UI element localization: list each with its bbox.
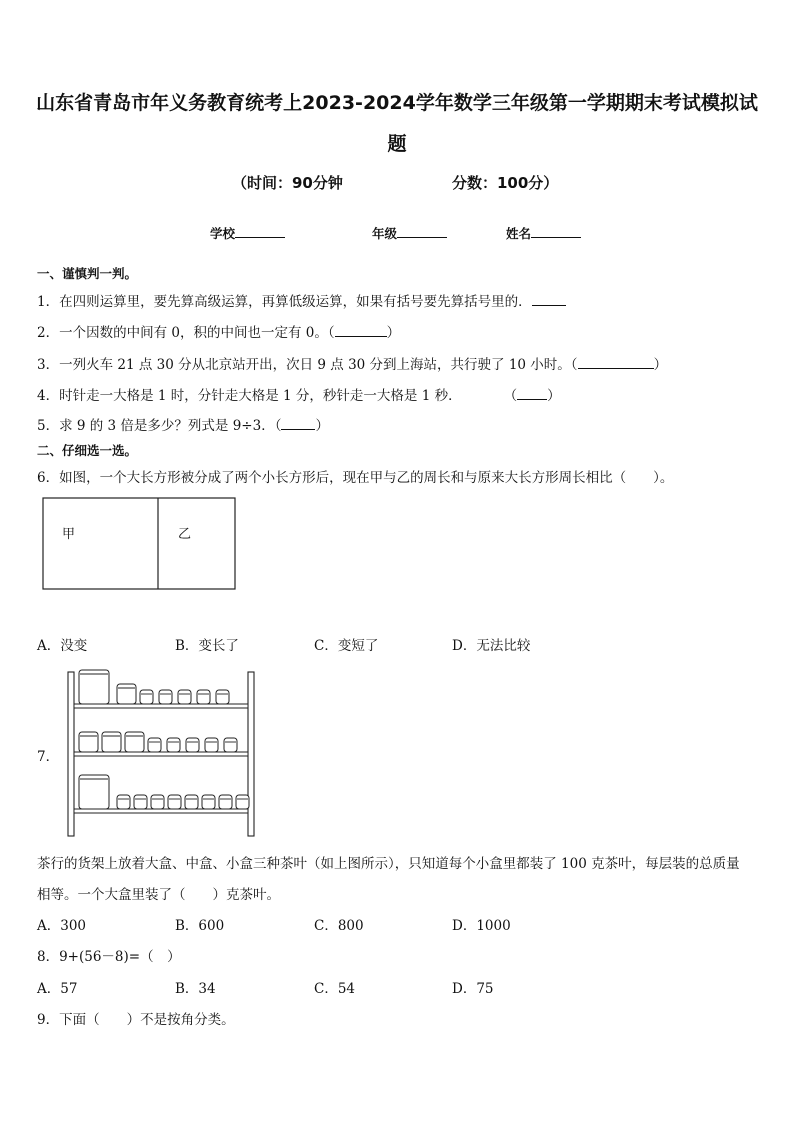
option-d[interactable]: D．1000 bbox=[452, 918, 511, 934]
question-5 bbox=[37, 414, 329, 434]
small-tea-box bbox=[197, 690, 210, 704]
grade-label: 年级 bbox=[372, 226, 398, 241]
answer-blank[interactable] bbox=[532, 293, 566, 306]
label-yi: 乙 bbox=[178, 527, 192, 542]
bracket-close: ） bbox=[386, 325, 401, 341]
shelf-board bbox=[74, 704, 248, 708]
shelf-post-right bbox=[248, 672, 254, 836]
question-text: 4．时针走一大格是 1 时，分针走大格是 1 分，秒针走一大格是 1 秒． bbox=[37, 388, 462, 404]
exam-time: （时间：90分钟 bbox=[232, 174, 343, 192]
small-tea-box bbox=[159, 690, 172, 704]
question-7-text-2: 相等。一个大盒里装了（ ）克茶叶。 bbox=[37, 887, 280, 903]
question-1 bbox=[37, 290, 566, 310]
small-tea-box bbox=[202, 795, 215, 809]
question-text: 2．一个因数的中间有 0，积的中间也一定有 0。（ bbox=[37, 325, 335, 341]
question-text: 3．一列火车 21 点 30 分从北京站开出，次日 9 点 30 分到上海站，共行驶了 10 小时。（ bbox=[37, 357, 578, 373]
section-heading: 一、谨慎判一判。 bbox=[37, 266, 138, 281]
option-b[interactable]: B．34 bbox=[175, 981, 216, 997]
question-7-text-1: 茶行的货架上放着大盒、中盒、小盒三种茶叶（如上图所示），只知道每个小盒里都装了 100 克茶叶，每层装的总质量 bbox=[37, 856, 740, 872]
answer-blank[interactable] bbox=[517, 387, 547, 400]
bracket-close: ） bbox=[653, 357, 668, 373]
option-a[interactable]: A．57 bbox=[37, 981, 78, 997]
school-blank[interactable] bbox=[235, 225, 285, 238]
answer-blank[interactable] bbox=[335, 324, 387, 337]
question-3 bbox=[37, 353, 667, 373]
option-c[interactable]: C．变短了 bbox=[314, 638, 379, 654]
shelf-post-left bbox=[68, 672, 74, 836]
small-tea-box bbox=[224, 738, 237, 752]
rectangle-figure bbox=[42, 497, 238, 593]
medium-tea-box bbox=[125, 732, 144, 752]
section-heading: 二、仔细选一选。 bbox=[37, 443, 138, 458]
small-tea-box bbox=[178, 690, 191, 704]
question-6: 6．如图，一个大长方形被分成了两个小长方形后，现在甲与乙的周长和与原来大长方形周长相比（ ）。 bbox=[37, 470, 674, 486]
question-9: 9．下面（ ）不是按角分类。 bbox=[37, 1012, 235, 1028]
page-title: 山东省青岛市年义务教育统考上2023-2024学年数学三年级第一学期期末考试模拟试 bbox=[36, 92, 758, 114]
bracket-close: ） bbox=[547, 388, 561, 404]
small-tea-box bbox=[140, 690, 153, 704]
question-8: 8．9+(56－8)=（ ） bbox=[37, 949, 181, 965]
label-jia: 甲 bbox=[62, 527, 76, 542]
shelf-board bbox=[74, 809, 248, 813]
answer-blank[interactable] bbox=[578, 356, 654, 369]
option-b[interactable]: B．变长了 bbox=[175, 638, 239, 654]
medium-tea-box bbox=[79, 732, 98, 752]
option-d[interactable]: D．无法比较 bbox=[452, 638, 531, 654]
school-label: 学校 bbox=[210, 226, 236, 241]
option-b[interactable]: B．600 bbox=[175, 918, 225, 934]
name-field bbox=[506, 224, 581, 242]
small-tea-box bbox=[219, 795, 232, 809]
medium-tea-box bbox=[117, 684, 136, 704]
big-tea-box bbox=[79, 775, 109, 809]
small-tea-box bbox=[134, 795, 147, 809]
big-rectangle bbox=[43, 498, 235, 589]
name-label: 姓名 bbox=[506, 226, 532, 241]
option-a[interactable]: A．300 bbox=[37, 918, 87, 934]
grade-blank[interactable] bbox=[397, 225, 447, 238]
bracket-open: （ bbox=[503, 388, 518, 404]
answer-blank[interactable] bbox=[281, 417, 315, 430]
small-tea-box bbox=[186, 738, 199, 752]
small-tea-box bbox=[205, 738, 218, 752]
big-tea-box bbox=[79, 670, 109, 704]
exam-score: 分数：100分） bbox=[452, 174, 559, 192]
small-tea-box bbox=[168, 795, 181, 809]
grade-field bbox=[372, 224, 447, 242]
option-d[interactable]: D．75 bbox=[452, 981, 494, 997]
bracket-close: ） bbox=[315, 418, 329, 434]
small-tea-box bbox=[167, 738, 180, 752]
medium-tea-box bbox=[102, 732, 121, 752]
option-c[interactable]: C．54 bbox=[314, 981, 356, 997]
small-tea-box bbox=[148, 738, 161, 752]
name-blank[interactable] bbox=[531, 225, 581, 238]
option-c[interactable]: C．800 bbox=[314, 918, 364, 934]
question-7-number: 7． bbox=[37, 749, 60, 765]
shelf-board bbox=[74, 752, 248, 756]
small-tea-box bbox=[117, 795, 130, 809]
small-tea-box bbox=[216, 690, 229, 704]
small-tea-box bbox=[185, 795, 198, 809]
small-tea-box bbox=[151, 795, 164, 809]
page-title-continued: 题 bbox=[387, 133, 407, 155]
option-a[interactable]: A．没变 bbox=[37, 638, 88, 654]
small-tea-box bbox=[236, 795, 249, 809]
school-field bbox=[210, 224, 285, 242]
question-text: 1．在四则运算里，要先算高级运算，再算低级运算，如果有括号要先算括号里的． bbox=[37, 294, 532, 310]
question-text: 5．求 9 的 3 倍是多少？列式是 9÷3．（ bbox=[37, 418, 282, 434]
tea-shelf-figure bbox=[64, 668, 260, 838]
question-4 bbox=[37, 384, 561, 404]
question-2 bbox=[37, 321, 400, 341]
